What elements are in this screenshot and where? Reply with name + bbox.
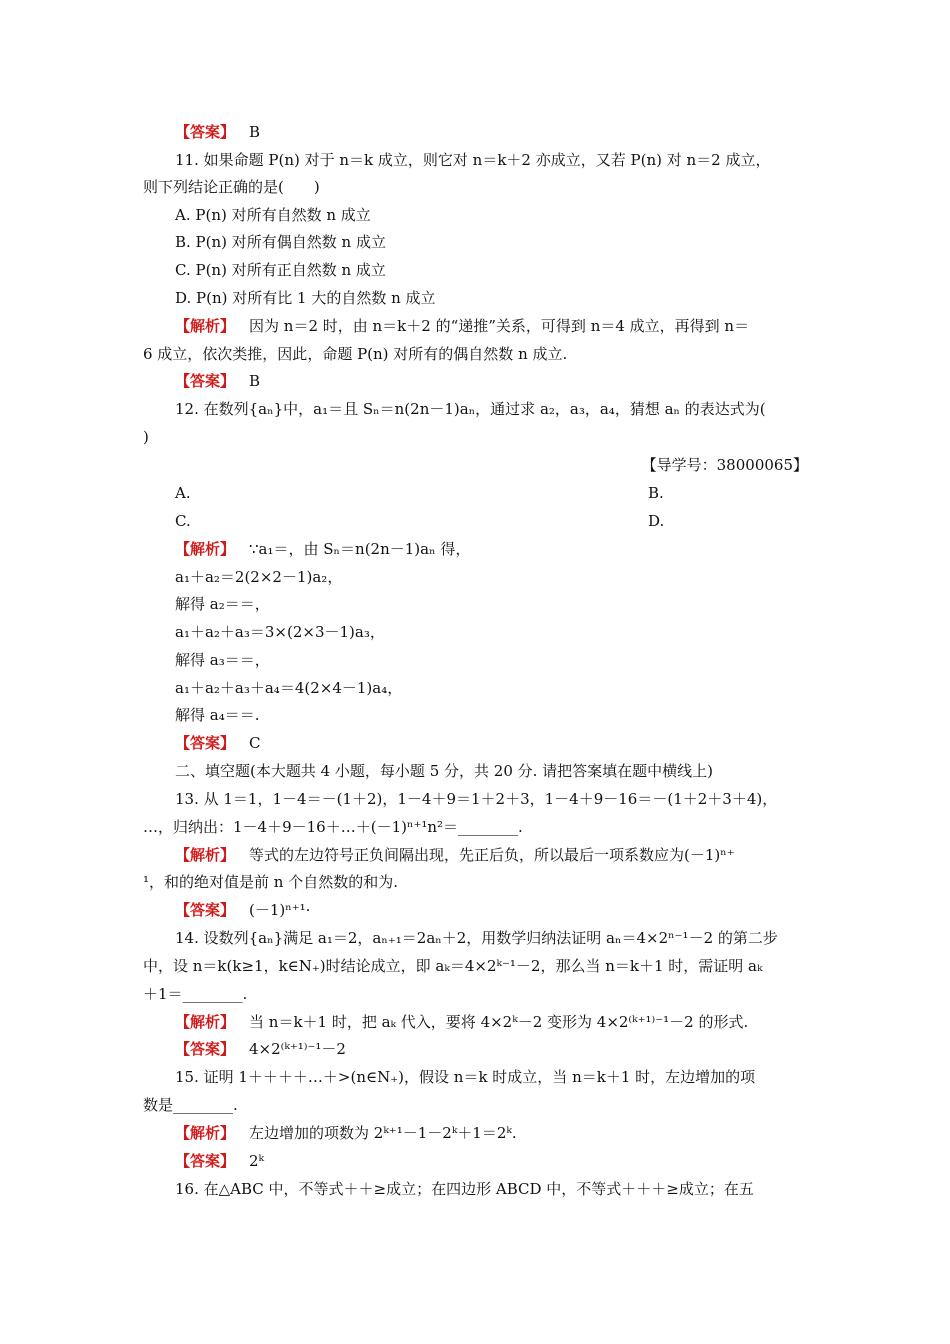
analysis-text: 当 n＝k＋1 时，把 aₖ 代入，要将 4×2ᵏ－2 变形为 4×2⁽ᵏ⁺¹⁾⁻¹－2 的形式. (249, 1013, 749, 1031)
analysis-line (175, 538, 855, 560)
analysis-line: 解得 a₄＝＝. (175, 706, 260, 724)
section-heading: 二、填空题(本大题共 4 小题，每小题 5 分，共 20 分. 请把答案填在题中横线上) (175, 762, 714, 780)
analysis-tag: 【解析】 (175, 846, 236, 864)
analysis-line: a₁＋a₂＋a₃＋a₄＝4(2×4－1)a₄， (175, 679, 403, 697)
analysis-tag: 【解析】 (175, 1124, 236, 1142)
answer-tag: 【答案】 (175, 734, 236, 752)
analysis-tag: 【解析】 (175, 317, 236, 335)
answer-line (175, 899, 855, 921)
option-b: B. (648, 484, 664, 502)
options-row (175, 510, 855, 532)
analysis-line (175, 315, 855, 337)
option-a: A. P(n) 对所有自然数 n 成立 (175, 206, 371, 224)
answer-value: C (249, 734, 261, 752)
answer-tag: 【答案】 (175, 901, 236, 919)
analysis-text: 左边增加的项数为 2ᵏ⁺¹－1－2ᵏ＋1＝2ᵏ. (249, 1124, 517, 1142)
question-12-line: ) (143, 428, 149, 446)
analysis-text: ∵a₁＝，由 Sₙ＝n(2n－1)aₙ 得， (249, 540, 471, 558)
analysis-line: a₁＋a₂＝2(2×2－1)a₂， (175, 568, 343, 586)
question-13-line: 13. 从 1＝1，1－4＝－(1＋2)，1－4＋9＝1＋2＋3，1－4＋9－16＝－(1＋2＋3＋4)， (175, 790, 778, 808)
answer-value: B (249, 123, 261, 141)
question-16-line: 16. 在△ABC 中，不等式＋＋≥成立；在四边形 ABCD 中，不等式＋＋＋≥成立；在五 (175, 1180, 754, 1198)
analysis-tag: 【解析】 (175, 540, 236, 558)
answer-line (175, 1150, 855, 1172)
question-15-line: 数是________. (143, 1096, 238, 1114)
answer-line (175, 121, 855, 143)
answer-value: 2ᵏ (249, 1152, 265, 1170)
question-11-line: 11. 如果命题 P(n) 对于 n＝k 成立，则它对 n＝k＋2 亦成立，又若 P(n) 对 n＝2 成立， (175, 151, 771, 169)
analysis-line (175, 1011, 855, 1033)
analysis-line: 6 成立，依次类推，因此，命题 P(n) 对所有的偶自然数 n 成立. (143, 345, 568, 363)
analysis-text: 因为 n＝2 时，由 n＝k＋2 的“递推”关系，可得到 n＝4 成立，再得到 n＝ (249, 317, 750, 335)
option-d: D. (648, 512, 665, 530)
analysis-tag: 【解析】 (175, 1013, 236, 1031)
answer-tag: 【答案】 (175, 123, 236, 141)
option-a: A. (175, 484, 191, 502)
question-12-line: 12. 在数列{aₙ}中，a₁＝且 Sₙ＝n(2n－1)aₙ，通过求 a₂，a₃，a₄，猜想 aₙ 的表达式为( (175, 400, 766, 418)
question-11-line: 则下列结论正确的是( ) (143, 178, 320, 196)
answer-tag: 【答案】 (175, 1152, 236, 1170)
analysis-line (175, 1122, 855, 1144)
option-c: C. (175, 512, 191, 530)
option-c: C. P(n) 对所有正自然数 n 成立 (175, 261, 386, 279)
analysis-line (175, 844, 855, 866)
answer-value: (－1)ⁿ⁺¹· (249, 901, 311, 919)
answer-line (175, 732, 855, 754)
option-b: B. P(n) 对所有偶自然数 n 成立 (175, 233, 386, 251)
answer-tag: 【答案】 (175, 1040, 236, 1058)
options-row (175, 482, 855, 504)
question-14-line: ＋1＝________. (143, 985, 248, 1003)
answer-tag: 【答案】 (175, 372, 236, 390)
guide-number: 【导学号：38000065】 (641, 456, 808, 474)
analysis-line: 解得 a₂＝＝， (175, 595, 270, 613)
answer-line (175, 1038, 855, 1060)
question-14-line: 中，设 n＝k(k≥1，k∈N₊)时结论成立，即 aₖ＝4×2ᵏ⁻¹－2，那么当 n＝k＋1 时，需证明 aₖ (143, 957, 763, 975)
question-14-line: 14. 设数列{aₙ}满足 a₁＝2，aₙ₊₁＝2aₙ＋2，用数学归纳法证明 aₙ＝4×2ⁿ⁻¹－2 的第二步 (175, 929, 778, 947)
analysis-text: 等式的左边符号正负间隔出现，先正后负，所以最后一项系数应为(－1)ⁿ⁺ (249, 846, 735, 864)
option-d: D. P(n) 对所有比 1 大的自然数 n 成立 (175, 289, 436, 307)
question-15-line: 15. 证明 1＋＋＋＋…＋>(n∈N₊)，假设 n＝k 时成立，当 n＝k＋1 时，左边增加的项 (175, 1068, 756, 1086)
answer-value: 4×2⁽ᵏ⁺¹⁾⁻¹－2 (249, 1040, 346, 1058)
answer-value: B (249, 372, 261, 390)
analysis-line: 解得 a₃＝＝， (175, 651, 270, 669)
analysis-line: a₁＋a₂＋a₃＝3×(2×3－1)a₃， (175, 623, 385, 641)
analysis-line: ¹，和的绝对值是前 n 个自然数的和为. (143, 873, 398, 891)
answer-line (175, 370, 855, 392)
question-13-line: …，归纳出：1－4＋9－16＋…＋(－1)ⁿ⁺¹n²＝________. (143, 818, 523, 836)
